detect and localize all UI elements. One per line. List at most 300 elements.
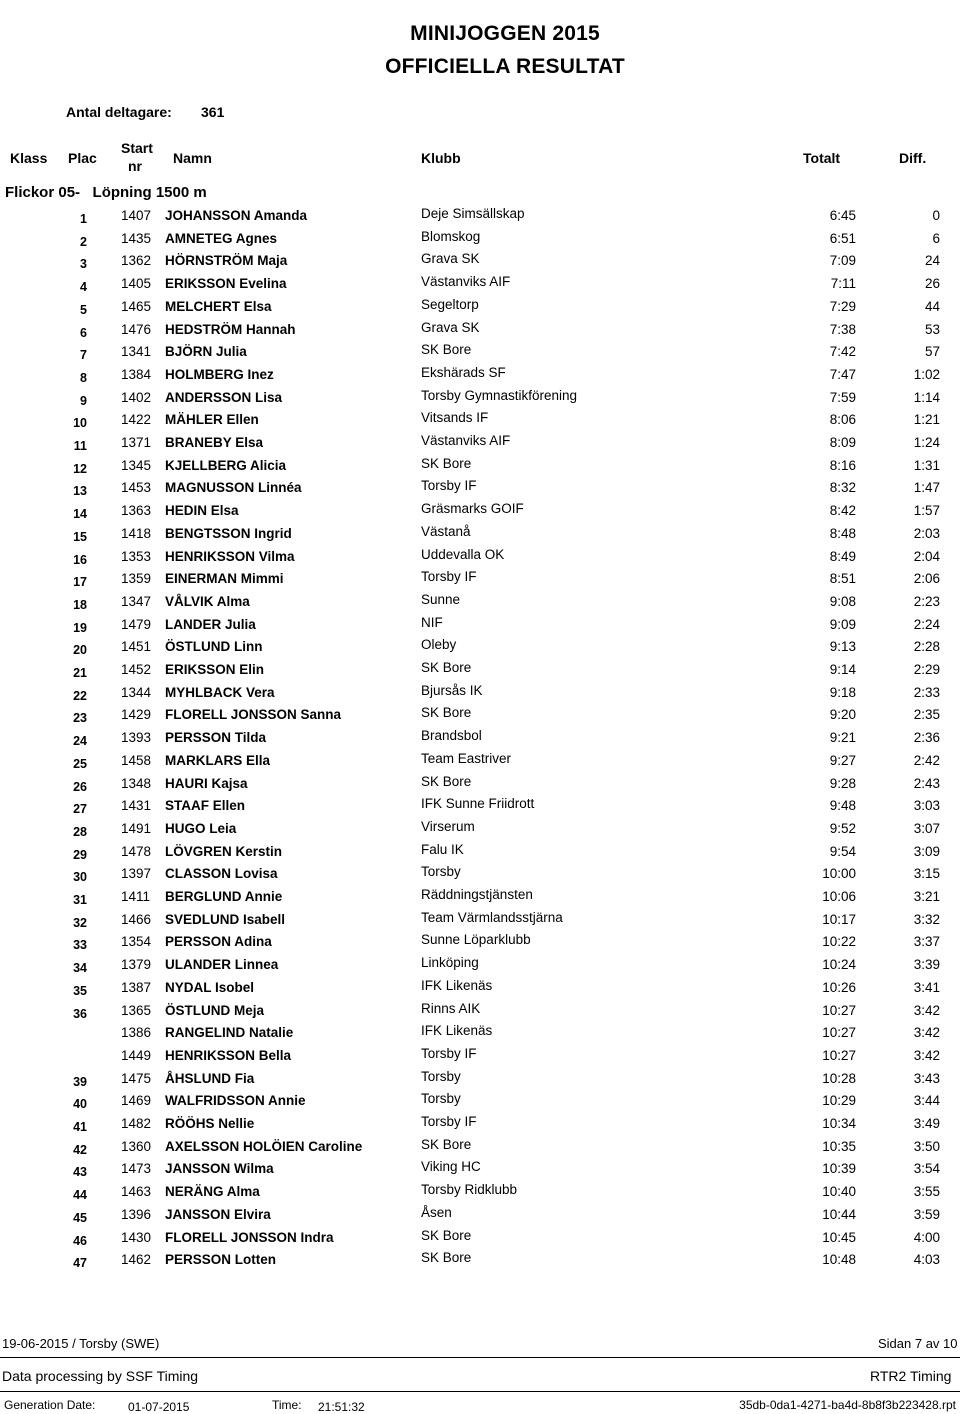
row-club: Ekshärads SF <box>421 364 506 380</box>
row-total-time: 9:09 <box>829 616 856 632</box>
row-diff: 1:57 <box>913 503 940 519</box>
col-namn: Namn <box>173 150 212 166</box>
row-plac: 30 <box>73 870 87 885</box>
row-total-time: 8:49 <box>829 548 856 564</box>
row-total-time: 10:24 <box>822 957 856 973</box>
col-diff: Diff. <box>899 150 927 166</box>
row-plac: 35 <box>73 983 87 998</box>
row-start-nr: 1482 <box>121 1116 152 1131</box>
row-club: IFK Likenäs <box>421 977 493 993</box>
row-name: HÖRNSTRÖM Maja <box>165 253 288 269</box>
row-plac: 8 <box>80 370 87 385</box>
row-start-nr: 1429 <box>121 707 152 723</box>
row-start-nr: 1418 <box>121 525 152 541</box>
row-total-time: 7:29 <box>829 298 856 314</box>
row-start-nr: 1479 <box>121 616 152 632</box>
participants-value: 361 <box>201 104 225 120</box>
row-diff: 2:04 <box>913 548 940 564</box>
table-row <box>0 230 960 253</box>
row-total-time: 8:51 <box>829 571 856 587</box>
table-row <box>0 775 960 798</box>
participants-label: Antal deltagare: <box>66 104 172 120</box>
row-club: Brandsbol <box>421 728 482 744</box>
row-start-nr: 1362 <box>121 253 152 269</box>
row-total-time: 10:22 <box>822 934 856 950</box>
row-total-time: 9:14 <box>829 662 856 677</box>
row-club: Torsby IF <box>421 569 477 585</box>
row-total-time: 8:32 <box>829 480 856 496</box>
row-start-nr: 1491 <box>121 820 152 836</box>
row-diff: 2:28 <box>913 639 940 655</box>
table-row <box>0 888 960 911</box>
row-start-nr: 1360 <box>121 1138 152 1154</box>
row-diff: 57 <box>924 344 940 360</box>
row-club: SK Bore <box>421 1136 472 1152</box>
row-diff: 4:00 <box>913 1229 940 1245</box>
row-start-nr: 1465 <box>121 298 152 314</box>
row-club: Blomskog <box>421 228 481 244</box>
row-start-nr: 1475 <box>121 1070 152 1086</box>
row-name: STAAF Ellen <box>165 798 246 814</box>
row-name: HAURI Kajsa <box>165 775 248 791</box>
page-subtitle: OFFICIELLA RESULTAT <box>385 55 625 78</box>
row-total-time: 10:45 <box>822 1229 856 1245</box>
table-row <box>0 843 960 866</box>
table-row <box>0 752 960 775</box>
row-name: JANSSON Wilma <box>165 1161 274 1177</box>
row-diff: 2:36 <box>913 730 940 746</box>
table-row <box>0 1229 960 1252</box>
row-club: Torsby IF <box>421 1045 477 1061</box>
row-diff: 1:24 <box>913 435 940 450</box>
row-plac: 13 <box>73 484 87 499</box>
table-row <box>0 661 960 684</box>
table-row <box>0 502 960 525</box>
row-plac: 18 <box>73 597 87 612</box>
footer-gen-date: 01-07-2015 <box>128 1400 190 1414</box>
footer-divider-2 <box>0 1391 960 1392</box>
row-club: Västanviks AIF <box>421 274 511 290</box>
row-total-time: 9:18 <box>829 684 856 700</box>
row-plac: 3 <box>80 257 87 272</box>
row-plac: 21 <box>73 666 87 680</box>
row-total-time: 7:11 <box>830 276 856 292</box>
row-start-nr: 1478 <box>121 843 152 859</box>
row-plac: 34 <box>73 961 87 976</box>
participants-count <box>66 104 225 120</box>
row-plac: 15 <box>73 529 87 544</box>
footer-data-processing: Data processing by SSF Timing <box>2 1368 199 1384</box>
row-diff: 2:42 <box>913 752 940 768</box>
row-diff: 26 <box>924 276 940 292</box>
row-start-nr: 1430 <box>121 1229 152 1245</box>
row-name: ÖSTLUND Meja <box>165 1002 265 1018</box>
row-diff: 1:47 <box>913 480 940 496</box>
row-name: HEDSTRÖM Hannah <box>165 321 296 337</box>
table-row <box>0 1206 960 1229</box>
row-start-nr: 1449 <box>121 1047 152 1063</box>
row-name: MARKLARS Ella <box>165 752 271 768</box>
row-start-nr: 1365 <box>121 1002 152 1018</box>
row-total-time: 9:52 <box>829 820 856 836</box>
row-name: KJELLBERG Alicia <box>165 457 287 473</box>
row-total-time: 6:45 <box>829 208 856 223</box>
row-start-nr: 1462 <box>121 1252 152 1268</box>
row-plac: 36 <box>73 1006 87 1021</box>
row-diff: 3:41 <box>913 979 940 995</box>
table-row <box>0 321 960 344</box>
row-total-time: 10:28 <box>822 1070 856 1086</box>
row-start-nr: 1405 <box>121 276 152 292</box>
row-diff: 1:02 <box>913 366 940 382</box>
row-name: MYHLBACK Vera <box>165 684 275 700</box>
row-plac: 29 <box>73 847 87 862</box>
row-plac: 19 <box>73 620 87 635</box>
row-total-time: 9:08 <box>829 593 856 609</box>
table-row <box>0 343 960 366</box>
row-total-time: 10:48 <box>822 1252 856 1268</box>
footer-divider <box>0 1357 960 1358</box>
row-club: Torsby Ridklubb <box>421 1182 518 1198</box>
row-plac: 41 <box>73 1120 87 1134</box>
row-name: LANDER Julia <box>165 616 256 632</box>
row-start-nr: 1397 <box>121 866 152 882</box>
row-total-time: 9:48 <box>829 798 856 814</box>
row-diff: 3:07 <box>913 820 940 836</box>
row-diff: 2:29 <box>913 662 940 677</box>
row-start-nr: 1387 <box>121 979 152 995</box>
col-klubb: Klubb <box>421 150 461 166</box>
row-diff: 3:42 <box>913 1047 940 1063</box>
row-plac: 10 <box>73 416 87 431</box>
footer-time-label: Time: <box>272 1398 302 1412</box>
row-club: Torsby IF <box>421 478 477 494</box>
row-name: NERÄNG Alma <box>165 1184 260 1200</box>
row-start-nr: 1451 <box>121 639 152 655</box>
row-name: BENGTSSON Ingrid <box>165 525 292 541</box>
row-total-time: 10:17 <box>822 911 856 927</box>
row-club: Oleby <box>421 637 457 653</box>
row-start-nr: 1393 <box>121 730 152 746</box>
row-start-nr: 1463 <box>121 1184 152 1200</box>
row-plac: 32 <box>73 915 87 930</box>
table-row <box>0 706 960 729</box>
table-row <box>0 933 960 956</box>
row-name: ULANDER Linnea <box>165 957 279 973</box>
row-plac: 17 <box>73 575 87 590</box>
row-name: AXELSSON HOLÖIEN Caroline <box>165 1138 363 1154</box>
row-plac: 45 <box>73 1210 87 1225</box>
row-name: CLASSON Lovisa <box>165 866 278 882</box>
row-plac: 23 <box>73 711 87 726</box>
page-title: MINIJOGGEN 2015 <box>410 22 600 45</box>
row-diff: 3:59 <box>913 1206 940 1222</box>
row-club: Linköping <box>421 955 479 971</box>
row-name: RÖÖHS Nellie <box>165 1116 255 1131</box>
row-total-time: 8:09 <box>829 435 856 450</box>
row-club: Vitsands IF <box>421 410 489 426</box>
table-row <box>0 275 960 298</box>
row-total-time: 8:16 <box>829 457 856 473</box>
row-start-nr: 1458 <box>121 752 152 768</box>
row-start-nr: 1435 <box>121 230 152 246</box>
row-diff: 2:43 <box>913 775 940 791</box>
table-row <box>0 252 960 275</box>
row-total-time: 7:59 <box>829 389 856 405</box>
row-name: MAGNUSSON Linnéa <box>165 480 302 496</box>
row-total-time: 10:40 <box>822 1184 856 1200</box>
table-row <box>0 479 960 502</box>
row-total-time: 9:20 <box>829 707 856 723</box>
table-row <box>0 1183 960 1206</box>
row-club: Räddningstjänsten <box>421 887 533 902</box>
table-row <box>0 729 960 752</box>
row-club: SK Bore <box>421 1250 472 1266</box>
row-club: Torsby <box>421 864 461 880</box>
row-club: Team Värmlandsstjärna <box>421 909 563 925</box>
row-diff: 3:37 <box>913 934 940 950</box>
row-name: HEDIN Elsa <box>165 503 239 519</box>
row-diff: 1:31 <box>913 457 940 473</box>
row-plac: 14 <box>73 507 87 522</box>
row-plac: 5 <box>80 302 87 317</box>
row-plac: 20 <box>73 643 87 658</box>
row-name: SVEDLUND Isabell <box>165 911 286 927</box>
table-row <box>0 1070 960 1093</box>
row-total-time: 10:00 <box>822 866 856 882</box>
row-name: FLORELL JONSSON Sanna <box>165 707 342 723</box>
row-start-nr: 1354 <box>121 934 152 950</box>
row-plac: 47 <box>73 1256 87 1271</box>
row-name: PERSSON Adina <box>165 934 272 950</box>
row-plac: 44 <box>73 1188 87 1203</box>
row-name: JOHANSSON Amanda <box>165 208 308 223</box>
row-diff: 3:03 <box>913 798 940 814</box>
row-plac: 1 <box>80 212 87 226</box>
table-row <box>0 298 960 321</box>
table-row <box>0 434 960 457</box>
row-total-time: 10:27 <box>822 1002 856 1018</box>
table-row <box>0 616 960 639</box>
table-row <box>0 1138 960 1161</box>
row-name: FLORELL JONSSON Indra <box>165 1229 334 1245</box>
table-row <box>0 911 960 934</box>
row-diff: 3:44 <box>913 1093 940 1109</box>
row-total-time: 10:35 <box>822 1138 856 1154</box>
row-name: MÄHLER Ellen <box>165 412 259 428</box>
row-start-nr: 1469 <box>121 1093 152 1109</box>
row-total-time: 8:48 <box>829 525 856 541</box>
row-total-time: 10:26 <box>822 979 856 995</box>
row-diff: 0 <box>932 208 940 223</box>
row-club: Deje Simsällskap <box>421 206 525 221</box>
row-total-time: 9:27 <box>829 752 856 768</box>
row-diff: 2:03 <box>913 525 940 541</box>
row-start-nr: 1466 <box>121 911 152 927</box>
row-club: SK Bore <box>421 773 472 789</box>
row-name: NYDAL Isobel <box>165 979 255 995</box>
row-name: BRANEBY Elsa <box>165 435 264 450</box>
col-start-line1: Start <box>121 140 153 156</box>
row-start-nr: 1353 <box>121 548 152 564</box>
row-total-time: 10:27 <box>822 1047 856 1063</box>
row-name: LÖVGREN Kerstin <box>165 843 283 859</box>
row-plac: 2 <box>80 234 87 249</box>
table-row <box>0 1115 960 1138</box>
row-start-nr: 1407 <box>121 208 152 223</box>
row-start-nr: 1431 <box>121 798 152 814</box>
table-row <box>0 797 960 820</box>
row-start-nr: 1344 <box>121 684 152 700</box>
row-name: ÖSTLUND Linn <box>165 639 263 655</box>
row-diff: 4:03 <box>913 1252 940 1268</box>
row-club: Västanviks AIF <box>421 433 511 448</box>
row-total-time: 9:28 <box>829 775 856 791</box>
table-row <box>0 1047 960 1070</box>
row-plac: 24 <box>73 734 87 749</box>
row-diff: 3:21 <box>913 889 940 904</box>
row-start-nr: 1345 <box>121 457 152 473</box>
row-name: HENRIKSSON Vilma <box>165 548 295 564</box>
row-start-nr: 1363 <box>121 503 152 519</box>
row-start-nr: 1402 <box>121 389 152 405</box>
row-diff: 3:32 <box>913 911 940 927</box>
row-club: IFK Sunne Friidrott <box>421 796 535 812</box>
row-club: SK Bore <box>421 455 472 471</box>
table-row <box>0 525 960 548</box>
row-club: Team Eastriver <box>421 750 512 766</box>
row-club: Grava SK <box>421 251 480 267</box>
row-club: Grava SK <box>421 319 480 335</box>
table-row <box>0 820 960 843</box>
footer-rtr: RTR2 Timing <box>870 1368 952 1384</box>
table-row <box>0 366 960 389</box>
row-start-nr: 1386 <box>121 1025 152 1041</box>
table-row <box>0 956 960 979</box>
row-diff: 3:42 <box>913 1002 940 1018</box>
table-row <box>0 1160 960 1183</box>
row-diff: 44 <box>924 298 940 314</box>
row-start-nr: 1422 <box>121 412 152 428</box>
row-name: MELCHERT Elsa <box>165 298 272 314</box>
col-klass: Klass <box>10 150 48 166</box>
row-club: SK Bore <box>421 660 472 675</box>
row-club: Torsby <box>421 1068 461 1084</box>
row-start-nr: 1359 <box>121 571 152 587</box>
row-diff: 3:50 <box>913 1138 940 1154</box>
row-plac: 4 <box>80 280 87 295</box>
row-total-time: 10:39 <box>822 1161 856 1177</box>
row-diff: 1:21 <box>913 412 940 428</box>
row-start-nr: 1476 <box>121 321 152 337</box>
row-club: Västanå <box>421 523 471 539</box>
footer-time-value: 21:51:32 <box>318 1400 365 1414</box>
row-club: Åsen <box>421 1204 452 1220</box>
row-plac: 33 <box>73 938 87 953</box>
row-name: VÅLVIK Alma <box>165 593 250 609</box>
table-row <box>0 1251 960 1274</box>
table-row <box>0 1092 960 1115</box>
row-name: RANGELIND Natalie <box>165 1025 294 1041</box>
row-name: EINERMAN Mimmi <box>165 571 284 587</box>
row-name: HOLMBERG Inez <box>165 366 274 382</box>
row-diff: 3:55 <box>913 1184 940 1200</box>
row-start-nr: 1384 <box>121 366 152 382</box>
row-name: HUGO Leia <box>165 820 237 836</box>
row-plac: 31 <box>73 893 87 907</box>
row-plac: 40 <box>73 1097 87 1112</box>
row-total-time: 6:51 <box>829 230 856 246</box>
row-start-nr: 1347 <box>121 593 152 609</box>
row-name: HENRIKSSON Bella <box>165 1047 292 1063</box>
table-row <box>0 593 960 616</box>
row-diff: 3:39 <box>913 957 940 973</box>
row-plac: 26 <box>73 779 87 794</box>
row-total-time: 9:13 <box>829 639 856 655</box>
row-name: BJÖRN Julia <box>165 344 247 360</box>
row-start-nr: 1348 <box>121 775 152 791</box>
table-row <box>0 865 960 888</box>
row-diff: 3:42 <box>913 1025 940 1041</box>
row-club: IFK Likenäs <box>421 1023 493 1039</box>
table-row <box>0 979 960 1002</box>
row-total-time: 9:54 <box>829 843 856 859</box>
row-plac: 25 <box>73 756 87 771</box>
row-name: JANSSON Elvira <box>165 1206 271 1222</box>
row-club: Segeltorp <box>421 296 479 312</box>
row-plac: 28 <box>73 824 87 839</box>
row-diff: 2:23 <box>913 593 940 609</box>
row-total-time: 9:21 <box>829 730 856 746</box>
row-plac: 22 <box>73 688 87 703</box>
row-club: Torsby Gymnastikförening <box>421 387 578 403</box>
row-club: NIF <box>421 614 443 630</box>
table-row <box>0 638 960 661</box>
row-diff: 2:35 <box>913 707 940 723</box>
footer-gen-label: Generation Date: <box>4 1398 96 1412</box>
row-total-time: 10:27 <box>822 1025 856 1041</box>
row-club: Rinns AIK <box>421 1000 481 1016</box>
row-diff: 1:14 <box>913 389 940 405</box>
table-row <box>0 1024 960 1047</box>
table-row <box>0 570 960 593</box>
row-total-time: 7:42 <box>829 344 856 360</box>
table-row <box>0 457 960 480</box>
row-plac: 7 <box>80 348 87 363</box>
row-club: Virserum <box>421 818 475 834</box>
col-plac: Plac <box>68 150 97 166</box>
row-club: Gräsmarks GOIF <box>421 501 524 517</box>
row-diff: 3:43 <box>913 1070 940 1086</box>
row-total-time: 8:42 <box>829 503 856 519</box>
row-plac: 6 <box>80 325 87 340</box>
table-row <box>0 684 960 707</box>
row-start-nr: 1371 <box>121 435 152 450</box>
row-club: Falu IK <box>421 841 464 857</box>
row-name: ANDERSSON Lisa <box>165 389 283 405</box>
row-club: Uddevalla OK <box>421 546 505 562</box>
row-diff: 3:15 <box>913 866 940 882</box>
row-diff: 24 <box>924 253 940 269</box>
row-name: BERGLUND Annie <box>165 889 283 904</box>
row-name: WALFRIDSSON Annie <box>165 1093 306 1109</box>
row-total-time: 7:38 <box>829 321 856 337</box>
row-total-time: 7:47 <box>829 366 856 382</box>
row-plac: 11 <box>73 439 87 453</box>
row-plac: 46 <box>73 1233 87 1248</box>
row-total-time: 10:06 <box>822 889 856 904</box>
table-row <box>0 1002 960 1025</box>
